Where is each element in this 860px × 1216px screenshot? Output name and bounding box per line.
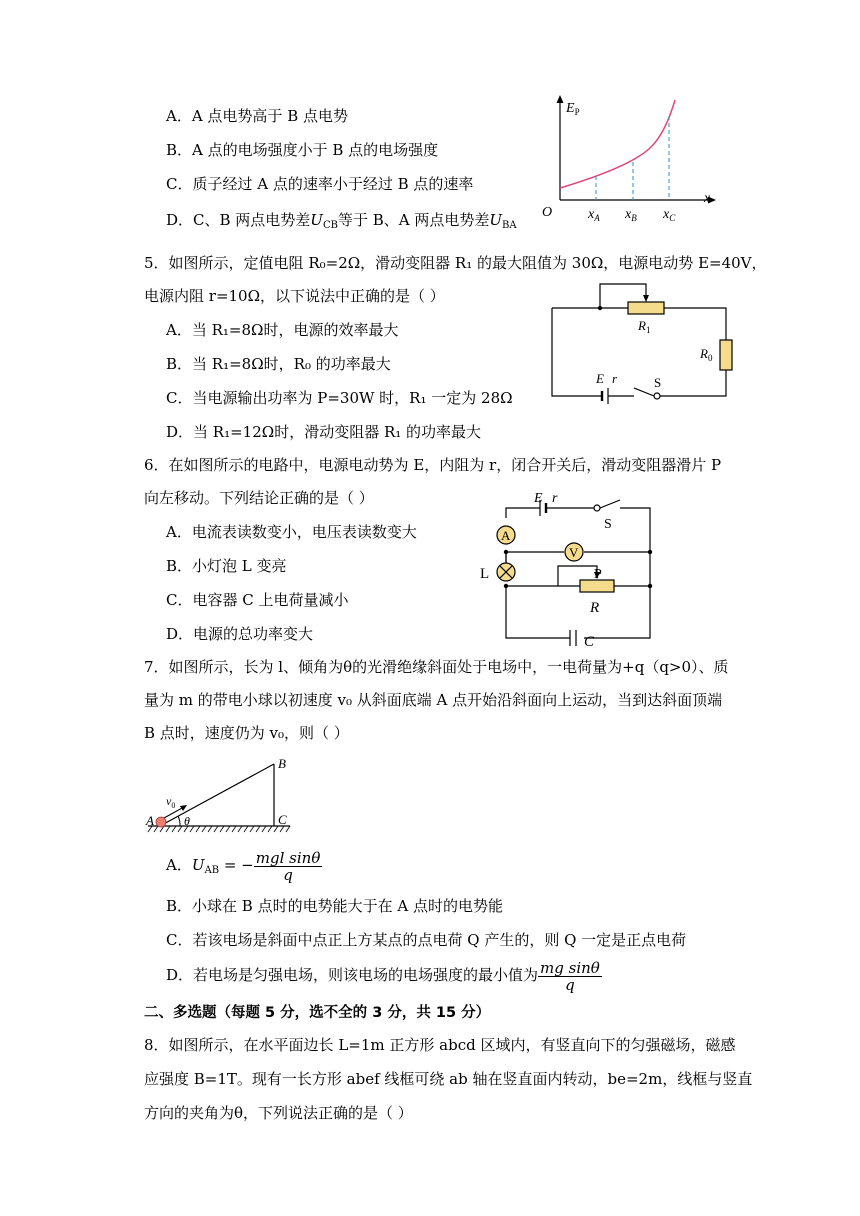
section-heading-multiple-choice: 二、多选题（每题 5 分，选不全的 3 分，共 15 分） [144, 1005, 491, 1021]
voltmeter-icon [565, 543, 583, 561]
q8-stem-line2: 应强度 B=1T。现有一长方形 abef 线框可绕 ab 轴在竖直面内转动，be=2m，线框与竖直 [144, 1070, 753, 1088]
q7-option-c: C．若该电场是斜面中点正上方某点的点电荷 Q 产生的，则 Q 一定是正点电荷 [166, 931, 687, 949]
svg-text:EP: $E_P$ [566, 101, 580, 117]
q7-option-a: A．$U_{AB}$ = − $\frac{\text{mgl sinθ}}{q}$ [166, 848, 321, 884]
svg-text:xC: $x_C$ [663, 207, 676, 223]
svg-text:C: C [278, 812, 287, 827]
svg-text:v0: $v_0$ [166, 794, 176, 810]
svg-text:E: E [596, 371, 604, 386]
origin-label: O [542, 205, 553, 220]
q7-option-b: B．小球在 B 点时的电势能大于在 A 点时的电势能 [166, 897, 503, 915]
svg-text:L: L [480, 566, 490, 582]
q8-stem-line1: 8．如图所示，在水平面边长 L=1m 正方形 abcd 区域内，有竖直向下的匀强磁场，磁感 [144, 1036, 736, 1054]
charged-ball [156, 817, 166, 827]
q4-option-d: D．C、B 两点电势差$U_{CB}$等于 B、A 两点电势差$U_{BA}$ [166, 211, 517, 231]
q7-incline-diagram [144, 752, 304, 842]
ammeter-icon [497, 526, 515, 544]
q4-option-a: A．A 点电势高于 B 点电势 [166, 107, 348, 125]
q6-option-d: D．电源的总功率变大 [166, 625, 314, 643]
svg-text:S: S [604, 517, 612, 532]
q5-option-a: A．当 R₁=8Ω时，电源的效率最大 [166, 321, 399, 339]
q8-stem-line3: 方向的夹角为θ，下列说法正确的是（ ） [144, 1104, 413, 1122]
svg-text:R1: $R_1$ [638, 318, 651, 335]
svg-text:B: B [278, 756, 286, 771]
q7-option-d: D．若电场是匀强电场，则该电场的电场强度的最小值为 $\frac{\text{mg sinθ}}{q}$ [166, 958, 600, 994]
svg-text:V: V [569, 545, 579, 560]
svg-text:θ: θ [184, 814, 190, 828]
q6-option-c: C．电容器 C 上电荷量减小 [166, 591, 349, 609]
q6-option-b: B．小灯泡 L 变亮 [166, 557, 287, 575]
svg-text:S: S [654, 375, 662, 390]
q4-option-b: B．A 点的电场强度小于 B 点的电场强度 [166, 141, 439, 159]
q6-option-a: A．电流表读数变小，电压表读数变大 [166, 523, 417, 541]
q5-option-c: C．当电源输出功率为 P=30W 时，R₁ 一定为 28Ω [166, 389, 513, 407]
svg-text:P: P [594, 567, 602, 582]
q4-ep-graph [530, 92, 720, 227]
svg-text:A: A [501, 528, 511, 543]
q6-circuit-diagram [474, 488, 664, 648]
q4-option-c: C．质子经过 A 点的速率小于经过 B 点的速率 [166, 175, 474, 193]
q5-option-d: D．当 R₁=12Ω时，滑动变阻器 R₁ 的功率最大 [166, 423, 482, 441]
lamp-icon [497, 563, 515, 581]
q7-stem-line2: 量为 m 的带电小球以初速度 v₀ 从斜面底端 A 点开始沿斜面向上运动，当到达斜面顶端 [144, 691, 723, 709]
q5-stem-line2: 电源内阻 r=10Ω，以下说法中正确的是（ ） [144, 287, 445, 305]
svg-text:R: R [590, 600, 600, 616]
svg-text:C: C [584, 634, 595, 650]
svg-text:r: r [612, 371, 618, 386]
q7-stem-line3: B 点时，速度仍为 v₀，则（ ） [144, 724, 349, 742]
svg-text:R0: $R_0$ [700, 346, 713, 363]
q7-stem-line1: 7．如图所示，长为 l、倾角为θ的光滑绝缘斜面处于电场中，一电荷量为+q（q>0）、质 [144, 658, 729, 676]
svg-text:A: A [146, 813, 154, 828]
q5-stem-line1: 5．如图所示，定值电阻 R₀=2Ω，滑动变阻器 R₁ 的最大阻值为 30Ω，电源电动势 E=40V， [144, 254, 767, 272]
q5-option-b: B．当 R₁=8Ω时，R₀ 的功率最大 [166, 355, 391, 373]
svg-text:xA: $x_A$ [588, 207, 600, 223]
svg-text:xB: $x_B$ [625, 207, 637, 223]
svg-text:E: E [534, 491, 543, 506]
q6-stem-line2: 向左移动。下列结论正确的是（ ） [144, 489, 374, 507]
q5-circuit-diagram [548, 280, 738, 405]
svg-text:x: x [704, 191, 711, 206]
q6-stem-line1: 6．在如图所示的电路中，电源电动势为 E，内阻为 r，闭合开关后，滑动变阻器滑片 P [144, 456, 722, 474]
svg-text:r: r [552, 491, 558, 506]
